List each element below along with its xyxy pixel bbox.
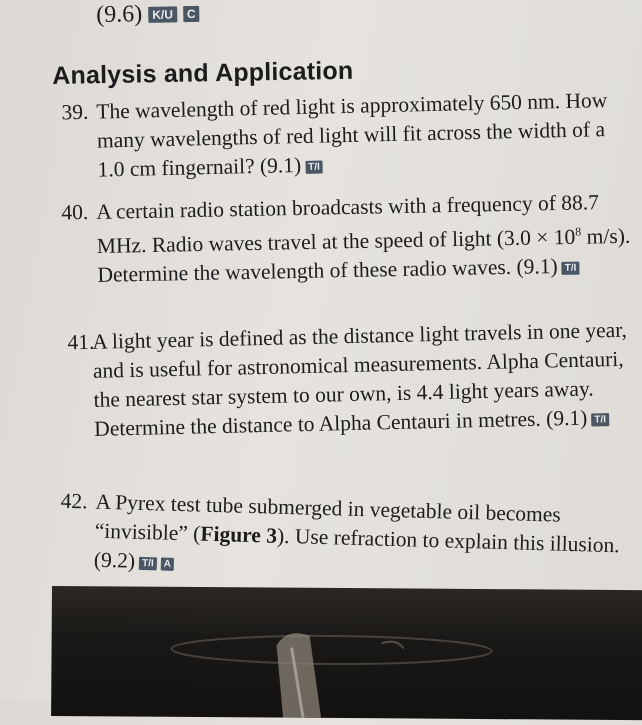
section-heading: Analysis and Application (52, 56, 354, 90)
question-number: 41. (67, 329, 95, 355)
question-text-cont: ). Use refraction to explain this illusion. (9.2) (93, 523, 620, 573)
question-text-cont: m/s). Determine the wavelength of these radio waves. (9.1) (97, 223, 631, 287)
question-42 (34, 486, 636, 590)
exponent: 8 (575, 224, 582, 239)
ti-badge: T/I (562, 261, 580, 274)
ti-badge: T/I (305, 160, 323, 173)
question-39 (36, 85, 638, 186)
question-number: 42. (60, 488, 88, 514)
question-text: A light year is defined as the distance light travels in one year, and is useful for astronomical measurements. Alpha Centauri, the nearest star system to our own, is 4.4 light years away. Determine the distance to Alpha Centauri in metres. (9.1) (92, 317, 628, 441)
figure-3-photo (51, 586, 642, 720)
ti-badge: T/I (139, 556, 157, 569)
question-40 (36, 187, 638, 291)
figure-reference: Figure 3 (200, 521, 278, 548)
ti-badge: T/I (591, 413, 609, 426)
section-reference (96, 0, 200, 29)
question-number: 39. (61, 99, 89, 125)
a-badge: A (161, 557, 175, 570)
ku-badge: K/U (148, 7, 177, 24)
question-number: 40. (61, 200, 89, 225)
question-text: A certain radio station broadcasts with a frequency of 88.7 MHz. Radio waves travel at the speed of light (3.0 × 10 (96, 190, 600, 258)
test-tube-illustration (51, 586, 642, 720)
question-text: A Pyrex test tube submerged in vegetable oil becomes “invisible” ( (94, 489, 562, 546)
section-reference-text: (9.6) (96, 1, 143, 28)
question-text: The wavelength of red light is approximately 650 nm. How many wavelengths of red light will fit across the width of a 1.0 cm fingernail? (9.1) (96, 88, 608, 182)
c-badge: C (183, 6, 200, 22)
question-41 (42, 315, 642, 445)
